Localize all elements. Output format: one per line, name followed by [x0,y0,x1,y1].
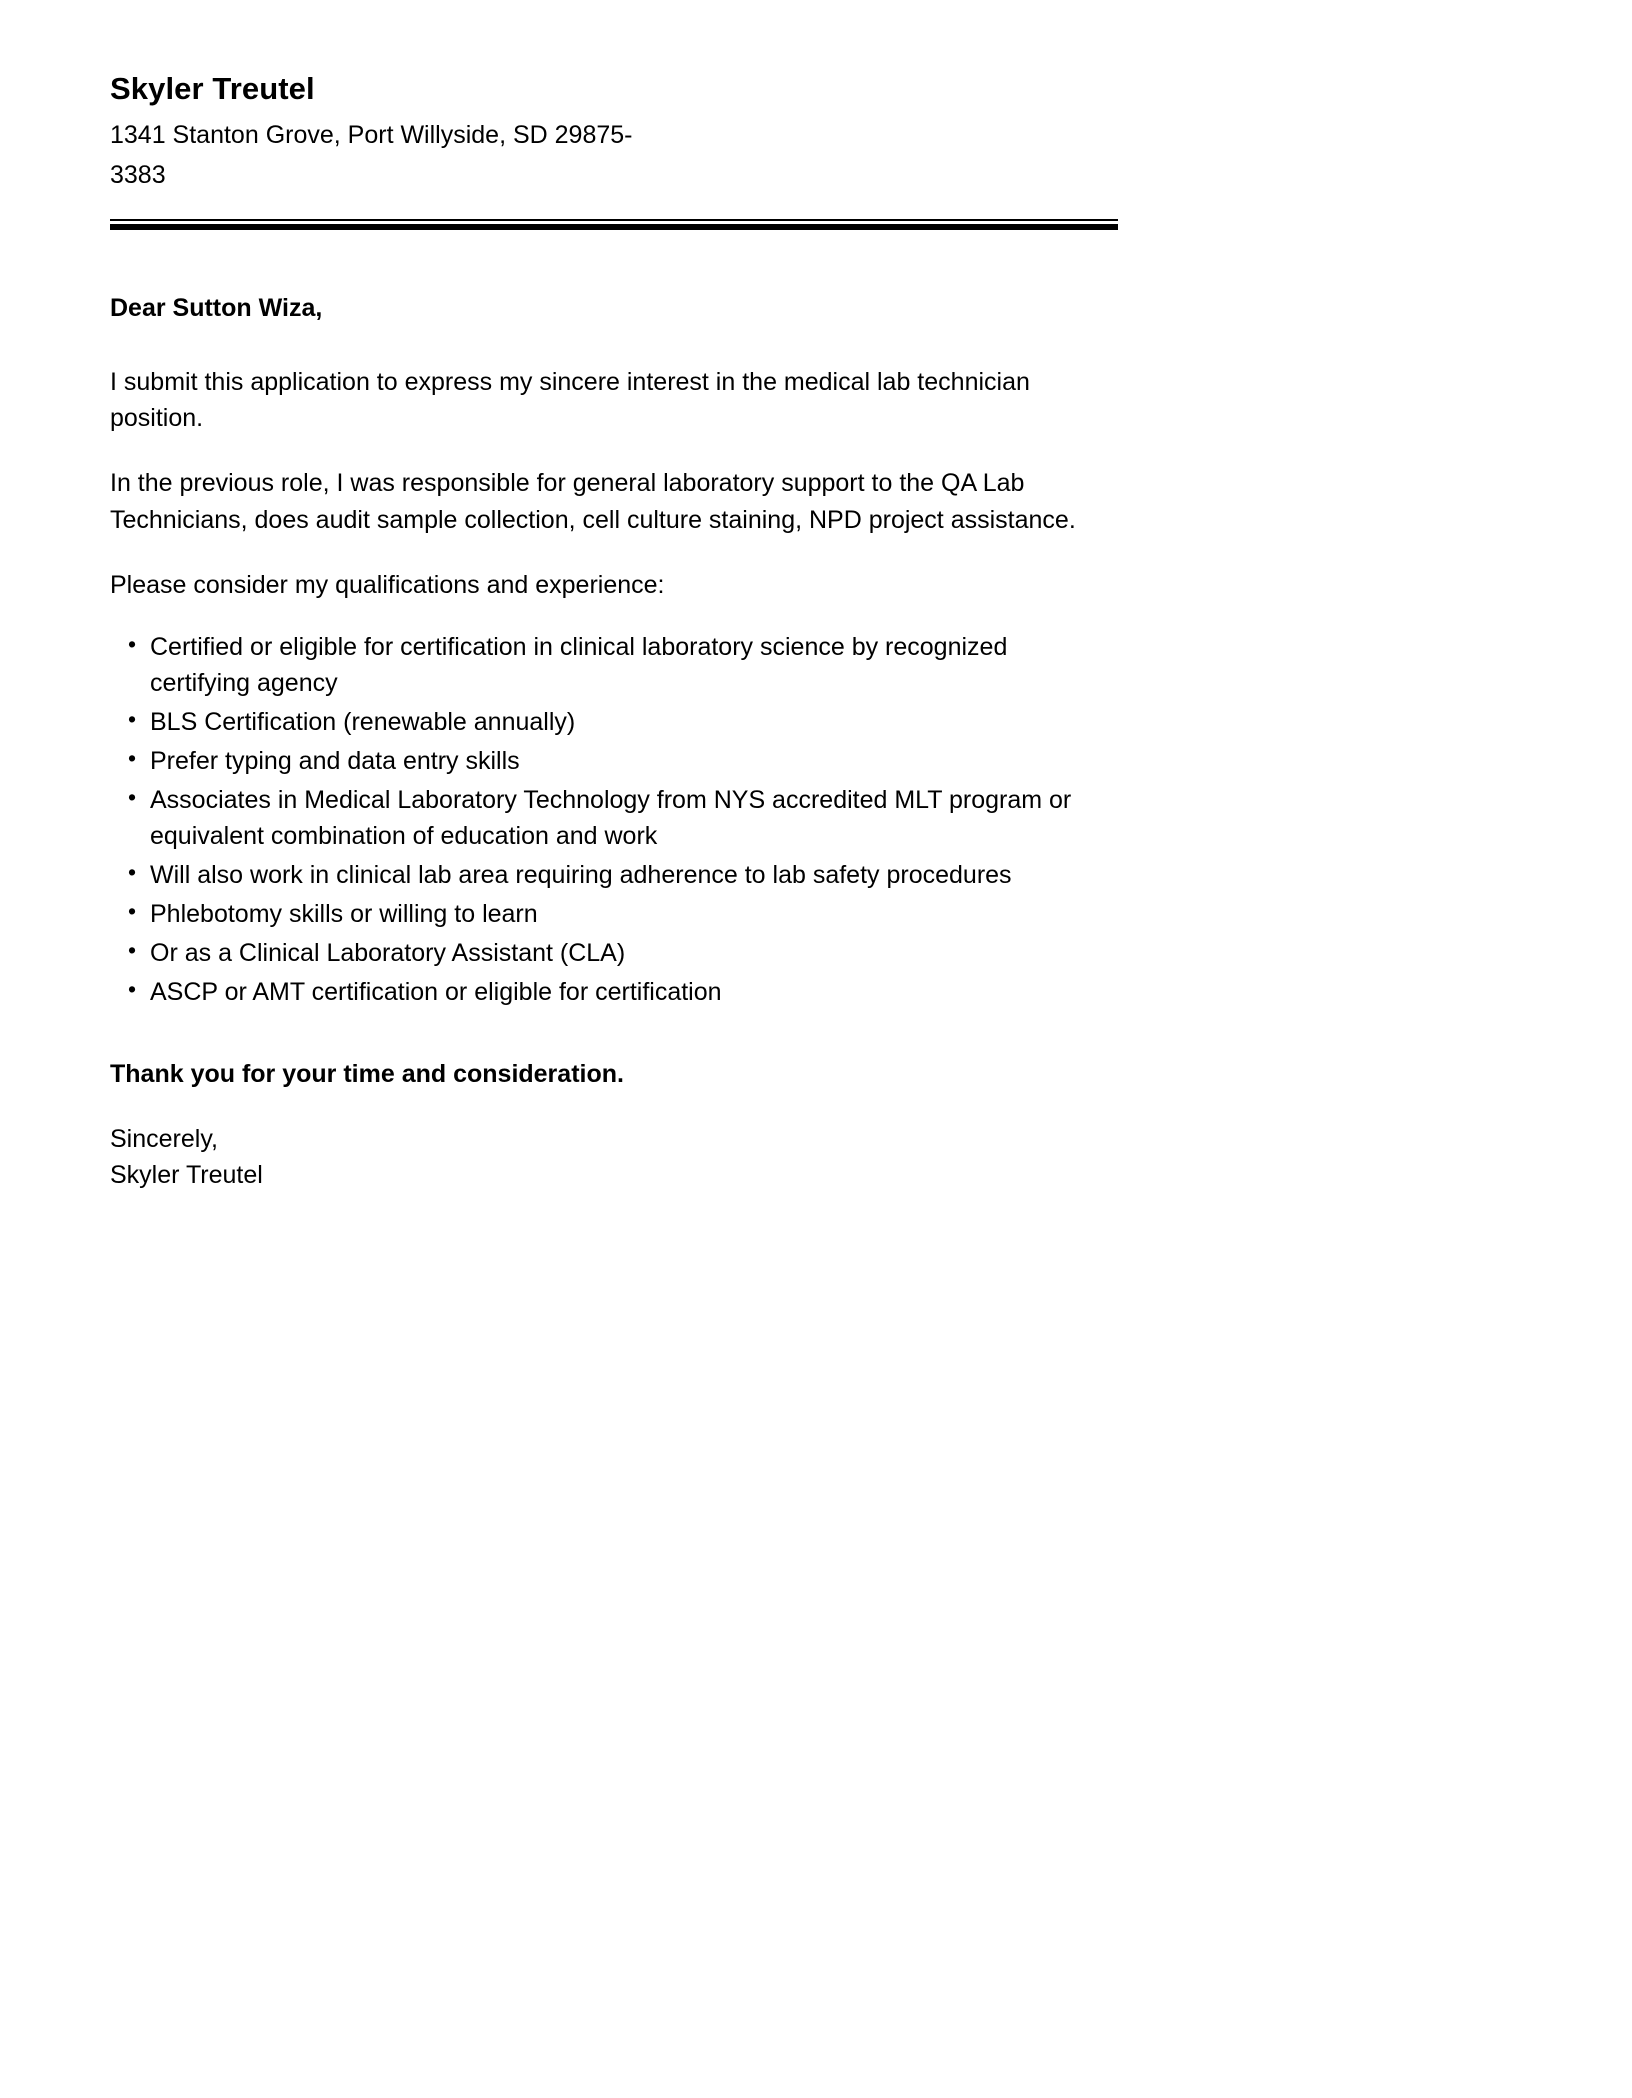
letterhead [110,70,1120,195]
list-item: • Certified or eligible for certification in clinical laboratory science by recognized certifying agency [110,629,1110,701]
closing-salutation: Sincerely, [110,1125,218,1153]
list-item: • Phlebotomy skills or willing to learn [110,896,1110,932]
list-item: • ASCP or AMT certification or eligible for certification [110,974,1110,1010]
list-item: • BLS Certification (renewable annually) [110,704,1110,740]
letterhead-address: 1341 Stanton Grove, Port Willyside, SD 29875-3383 [110,120,633,189]
letterhead-name: Skyler Treutel [110,71,315,106]
list-item: • Prefer typing and data entry skills [110,743,1110,779]
list-item: • Or as a Clinical Laboratory Assistant (CLA) [110,935,1110,971]
divider-thick-line [110,224,1118,230]
signature-block [110,1122,1120,1193]
thank-you-line: Thank you for your time and consideration. [110,1060,624,1089]
letter-content [110,70,1120,1193]
letter-body [110,292,1120,1193]
header-divider [110,219,1118,230]
list-lead-in: Please consider my qualifications and experience: [110,570,665,599]
list-item: • Will also work in clinical lab area requiring adherence to lab safety procedures [110,857,1110,893]
list-item: • Associates in Medical Laboratory Technology from NYS accredited MLT program or equivalent combination of education and work [110,782,1110,854]
role-paragraph: In the previous role, I was responsible for general laboratory support to the QA Lab Technicians, does audit sample collection, cell culture staining, NPD project assistance. [110,469,1076,534]
qualifications-list [110,629,1120,1010]
intro-paragraph: I submit this application to express my sincere interest in the medical lab technician position. [110,367,1030,433]
salutation: Dear Sutton Wiza, [110,293,323,322]
signature-name: Skyler Treutel [110,1160,263,1189]
